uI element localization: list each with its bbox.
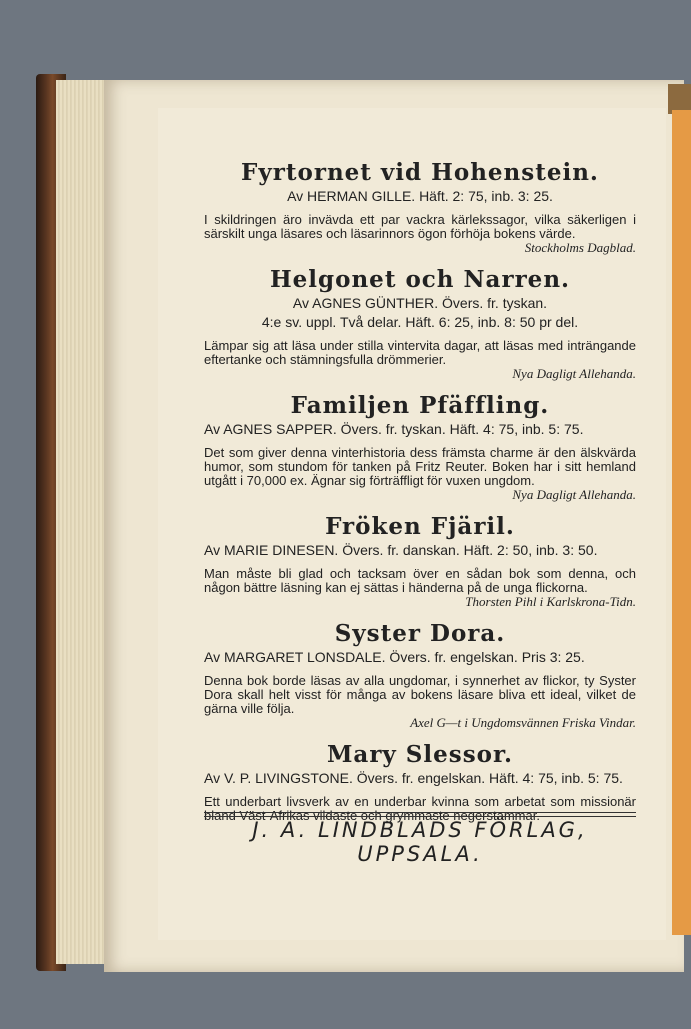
- advertisement-list: [204, 160, 636, 835]
- book-byline: Av AGNES GÜNTHER. Övers. fr. tyskan.: [292, 295, 548, 311]
- review-source: Nya Dagligt Allehanda.: [512, 487, 636, 502]
- book-byline: Av MARIE DINESEN. Övers. fr. danskan. Häft. 2: 50, inb. 3: 50.: [204, 542, 598, 558]
- book-description: I skildringen äro invävda ett par vackra kärlekssagor, vilka säkerligen i särskilt unga läsares och läsarinnors ögon förhöja bokens värde.: [204, 212, 636, 241]
- book-byline: Av HERMAN GILLE. Häft. 2: 75, inb. 3: 25.: [287, 188, 553, 204]
- book-title: Fyrtornet vid Hohenstein.: [241, 159, 599, 186]
- book-edition: 4:e sv. uppl. Två delar. Häft. 6: 25, inb. 8: 50 pr del.: [261, 314, 579, 330]
- book-title: Helgonet och Narren.: [269, 266, 571, 293]
- book-entry: [204, 514, 636, 609]
- book-byline: Av MARGARET LONSDALE. Övers. fr. engelskan. Pris 3: 25.: [204, 649, 585, 665]
- book-description: Man måste bli glad och tacksam över en sådan bok som denna, och någon bättre läsning kan ej sättas i händerna på de unga flickorna.: [204, 566, 636, 595]
- book-description: Ett underbart livsverk av en underbar kvinna som arbetat som missionär bland Väst-Afrikas vildaste och grymmaste negerstammar.: [204, 794, 636, 823]
- book-description: Denna bok borde läsas av alla ungdomar, i synnerhet av flickor, ty Syster Dora skall helt visst för många av bokens läsare bliva ett ideal, vilket de gärna ville följa.: [204, 673, 636, 716]
- footer-divider: [204, 812, 636, 817]
- review-source: Nya Dagligt Allehanda.: [512, 366, 636, 381]
- book-byline: Av AGNES SAPPER. Övers. fr. tyskan. Häft. 4: 75, inb. 5: 75.: [204, 421, 584, 437]
- book-description: Det som giver denna vinterhistoria dess främsta charme är den älskvärda humor, som stundom för tanken på Fritz Reuter. Boken har i sitt hemland utgått i 70,000 ex. Ägnar sig förträffligt för vuxen ungdom.: [204, 445, 636, 488]
- review-source: Axel G—t i Ungdomsvännen Friska Vindar.: [410, 715, 636, 730]
- review-source: Thorsten Pihl i Karlskrona-Tidn.: [465, 594, 636, 609]
- book-entry: [204, 160, 636, 255]
- book-title: Mary Slessor.: [326, 741, 514, 768]
- cover-edge: [672, 110, 691, 935]
- book-title: Syster Dora.: [334, 620, 506, 647]
- book-entry: [204, 621, 636, 730]
- book-description: Lämpar sig att läsa under stilla vintervita dagar, att läsas med inträngande eftertanke och stämningsfulla drömmerier.: [204, 338, 636, 367]
- book-entry: [204, 393, 636, 502]
- review-source: Stockholms Dagblad.: [524, 240, 636, 255]
- book-byline: Av V. P. LIVINGSTONE. Övers. fr. engelskan. Häft. 4: 75, inb. 5: 75.: [204, 770, 623, 786]
- book-entry: [204, 267, 636, 381]
- book-entry: [204, 742, 636, 823]
- book-title: Fröken Fjäril.: [325, 513, 515, 540]
- publisher-footer: J. A. LINDBLADS FÖRLAG, UPPSALA.: [252, 818, 588, 866]
- book-title: Familjen Pfäffling.: [290, 392, 550, 419]
